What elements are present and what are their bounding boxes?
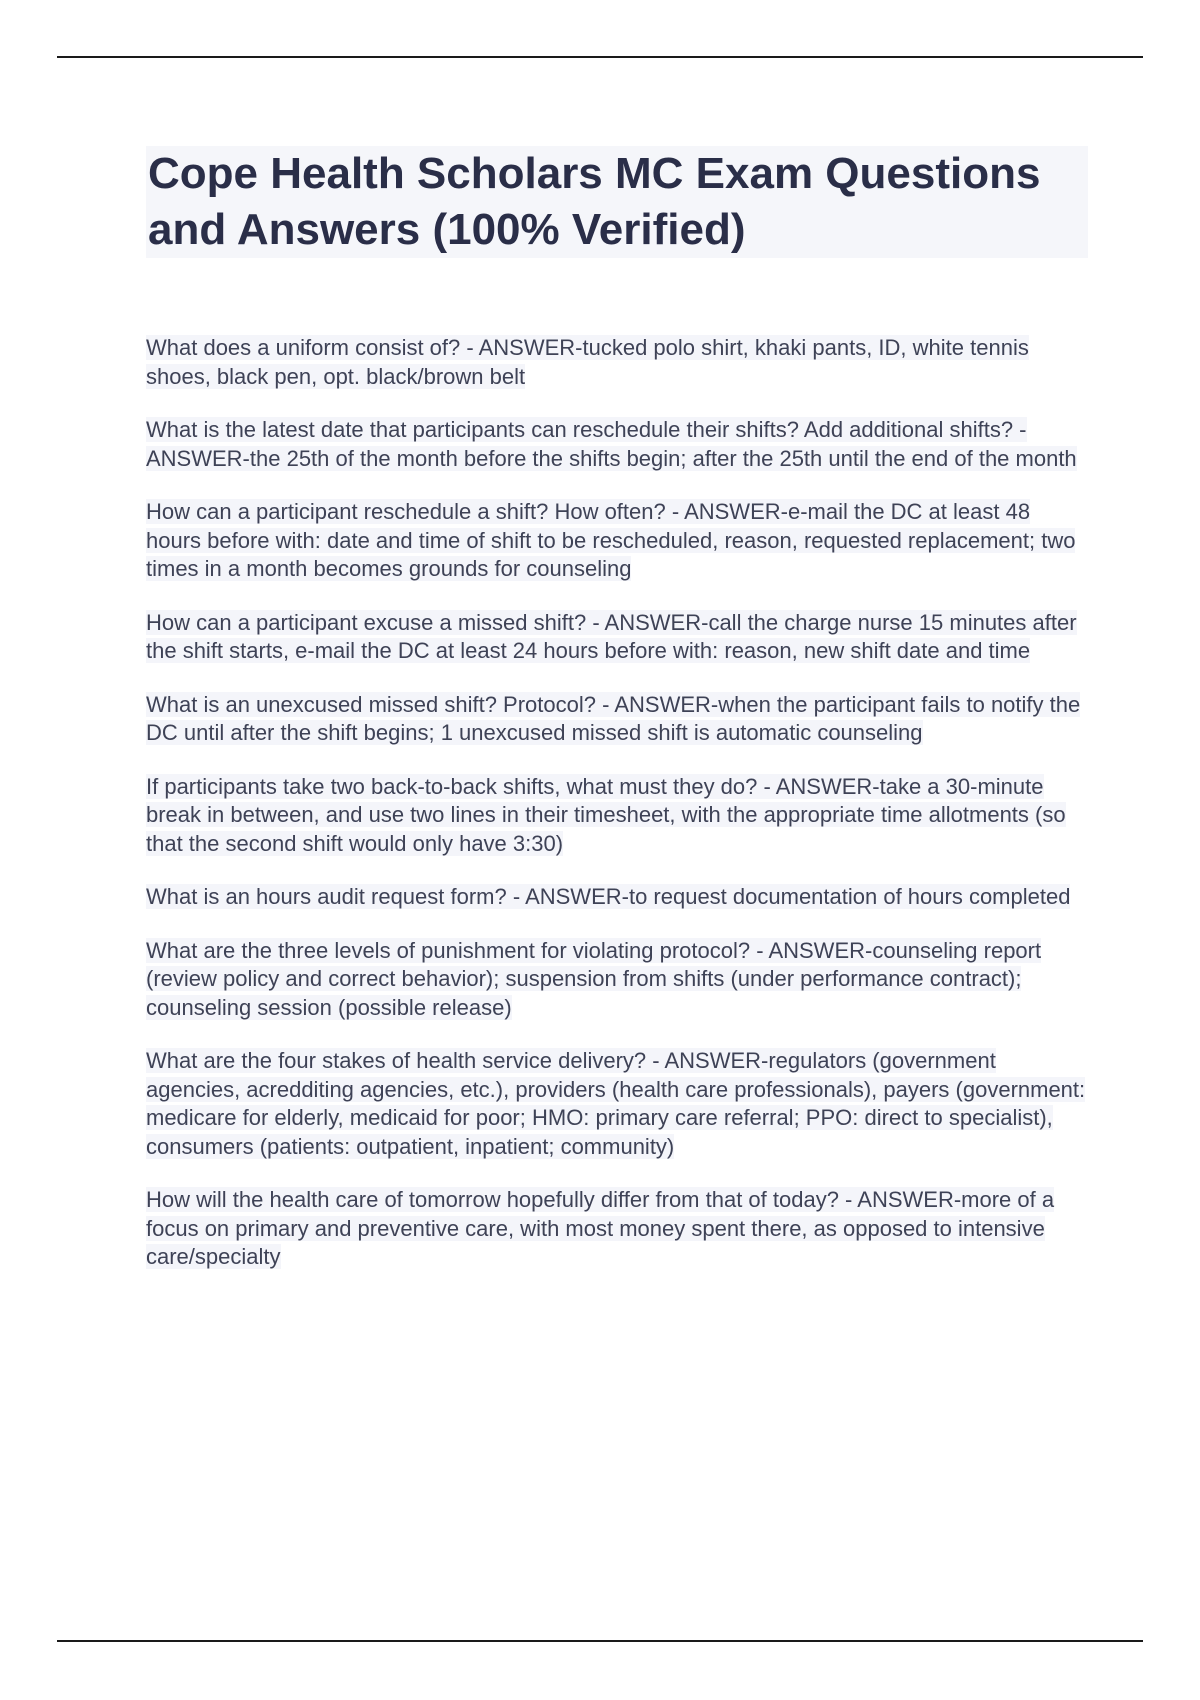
qa-text: What are the four stakes of health service delivery? - ANSWER-regulators (government agencies, acredditing agencies, etc.), providers (health care professionals), payers (government: medicare for elderly, medicaid for poor; HMO: primary care referral; PPO: direct to specialist), consumers (patients: outpatient, inpatient; community) [146,1048,1086,1159]
document-body [146,146,1088,1297]
qa-text: What is an unexcused missed shift? Protocol? - ANSWER-when the participant fails to notify the DC until after the shift begins; 1 unexcused missed shift is automatic counseling [146,691,1081,745]
qa-text: What are the three levels of punishment for violating protocol? - ANSWER-counseling report (review policy and correct behavior); suspension from shifts (under performance contract); counseling session (possible release) [146,937,1042,1020]
qa-item [146,609,1088,666]
qa-text: How can a participant reschedule a shift? How often? - ANSWER-e-mail the DC at least 48 hours before with: date and time of shift to be rescheduled, reason, requested replacement; two times in a month becomes grounds for counseling [146,499,1076,581]
bottom-rule [57,1640,1143,1642]
qa-item [146,334,1088,391]
qa-text: How can a participant excuse a missed shift? - ANSWER-call the charge nurse 15 minutes after the shift starts, e-mail the DC at least 24 hours before with: reason, new shift date and time [146,609,1077,663]
top-rule [57,56,1143,58]
qa-item [146,1186,1088,1272]
document-title: Cope Health Scholars MC Exam Questions and Answers (100% Verified) [146,146,1088,258]
qa-list [146,334,1088,1272]
qa-item [146,883,1088,912]
qa-text: What does a uniform consist of? - ANSWER-tucked polo shirt, khaki pants, ID, white tennis shoes, black pen, opt. black/brown belt [146,335,1029,389]
qa-text: What is the latest date that participants can reschedule their shifts? Add additional shifts? - ANSWER-the 25th of the month before the shifts begin; after the 25th until the end of the month [146,417,1077,471]
qa-text: If participants take two back-to-back shifts, what must they do? - ANSWER-take a 30-minute break in between, and use two lines in their timesheet, with the appropriate time allotments (so that the second shift would only have 3:30) [146,773,1066,856]
qa-item [146,498,1088,584]
qa-item [146,691,1088,748]
qa-text: How will the health care of tomorrow hopefully differ from that of today? - ANSWER-more of a focus on primary and preventive care, with most money spent there, as opposed to intensive care/specialty [146,1187,1055,1269]
qa-item [146,773,1088,859]
qa-text: What is an hours audit request form? - ANSWER-to request documentation of hours completed [146,884,1071,909]
qa-item [146,416,1088,473]
qa-item [146,937,1088,1023]
qa-item [146,1047,1088,1161]
